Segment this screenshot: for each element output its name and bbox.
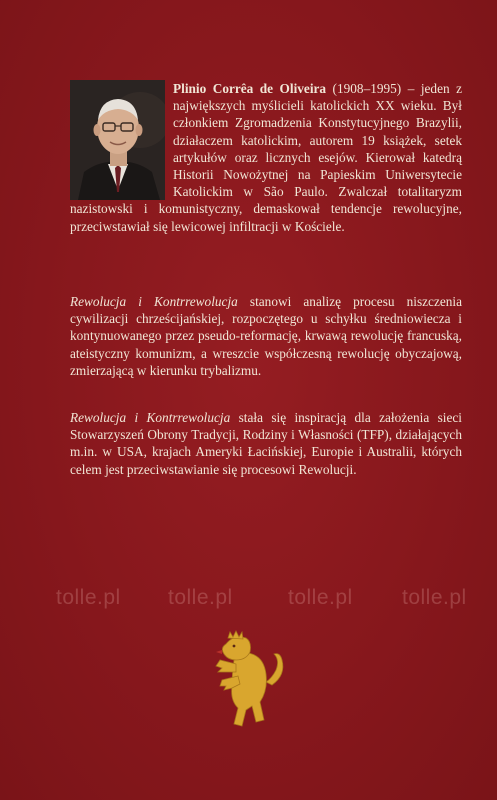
watermark-text: tolle.pl bbox=[402, 586, 467, 609]
description-paragraph-1 bbox=[70, 293, 462, 379]
description-text-1: stanowi analizę procesu niszczenia cywilizacji chrześcijańskiej, rozpoczętego u schyłku średniowiecza i kontynuowanego przez pseudo-reformację, krwawą rewolucję francuską, ateistyczny komunizm, a wreszcie współczesną rewolucję obyczajową, zmierzającą w kierunku trybalizmu. bbox=[70, 294, 463, 378]
watermark-text: tolle.pl bbox=[56, 586, 121, 609]
description-paragraph-2 bbox=[70, 409, 462, 478]
photo-spacer bbox=[70, 80, 173, 198]
author-bio-text: (1908–1995) – jeden z największych myślicieli katolickich XX wieku. Był członkiem Zgromadzenia Konstytucyjnego Brazylii, działaczem katolickim, autorem 19 książek, setek artykułów oraz licznych esejów. Kierował katedrą Historii Nowożytnej na Papieskim Uniwersytecie Katolickim w São Paulo. Zwalczał totalitaryzm nazistowski i komunistyczny, demaskował tendencje rewolucyjne, przeciwstawiał się lewicowej infiltracji w Kościele. bbox=[70, 81, 462, 234]
watermark-row bbox=[0, 586, 497, 616]
watermark-text: tolle.pl bbox=[288, 586, 353, 609]
rampant-lion-icon bbox=[212, 630, 288, 730]
book-title-italic: Rewolucja i Kontrrewolucja bbox=[70, 410, 231, 425]
book-title-italic: Rewolucja i Kontrrewolucja bbox=[70, 294, 238, 309]
description-text-2: stała się inspiracją dla założenia sieci Stowarzyszeń Obrony Tradycji, Rodziny i Własności (TFP), działających m.in. w USA, krajach Ameryki Łacińskiej, Europie i Australii, których celem jest przeciwstawianie się procesowi Rewolucji. bbox=[70, 410, 462, 477]
author-name: Plinio Corrêa de Oliveira bbox=[173, 81, 327, 96]
author-bio bbox=[70, 80, 462, 235]
watermark-text: tolle.pl bbox=[168, 586, 233, 609]
